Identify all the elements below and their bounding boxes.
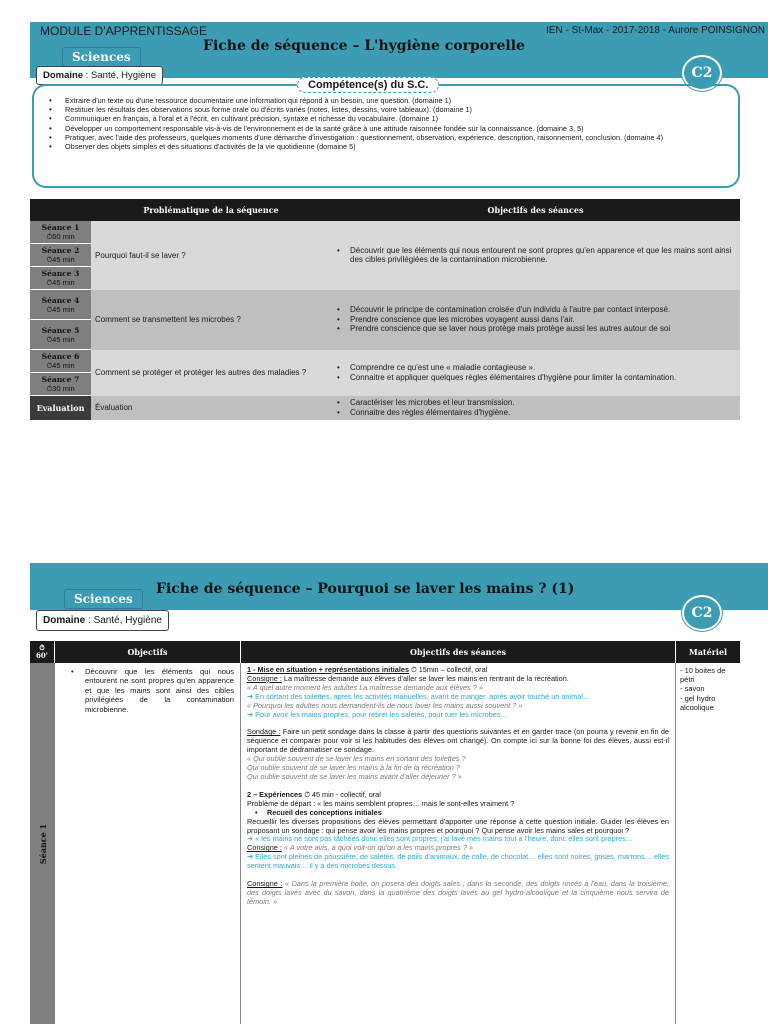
competence-item: • Pratiquer, avec l'aide des professeurs, quelques moments d'une démarche d'investigation : questionnement, observation, expérience, description, raisonnement, conclusion. (domaine 4)	[47, 133, 727, 142]
consigne-label: Consigne :	[247, 843, 282, 853]
competence-item: • Observer des objets simples et des situations d'activités de la vie quotidienne (domaine 5)	[47, 142, 727, 151]
domain-label: Domaine	[43, 615, 86, 626]
seance-duration: ⏱45 min	[46, 304, 75, 314]
sondage-label: Sondage :	[247, 727, 281, 737]
module-label: MODULE D'APPRENTISSAGE	[40, 24, 207, 38]
consigne-label: Consigne :	[247, 673, 282, 683]
materiel-item: - savon	[680, 684, 705, 694]
seance-duration: ⏱45 min	[46, 278, 75, 287]
duration-header	[30, 641, 55, 663]
seance-name: Séance 6	[41, 352, 80, 361]
table-header-row	[30, 199, 740, 221]
step1-meta: ⏱ 15min – collectif, oral	[409, 665, 488, 674]
objectives-cell	[331, 350, 740, 396]
competence-title: Compétence(s) du S.C.	[297, 77, 439, 93]
objectives-cell	[331, 290, 740, 350]
seance-duration: ⏱45 min	[46, 255, 75, 264]
objective-item: • Découvrir le principe de contamination croisée d'un individu à l'autre par contact interposé.	[335, 305, 736, 315]
domain-value: : Santé, Hygiène	[85, 615, 162, 626]
answer-text: ➔ Elles sont pleines de poussière, de saletés, de poils d'animaux, de colle, de chocolat… elles sont noires, grises, marrons… elles sentent mauvais… il y a des microbes dessus.	[247, 852, 669, 871]
seance-duration: ⏱45 min	[46, 334, 75, 344]
competence-item: • Développer un comportement responsable vis-à-vis de l'environnement et de la santé grâce à une attitude raisonnée fondée sur la connaissance. (domaine 3, 5)	[47, 124, 727, 133]
materiel-item: - 10 boites de pétri	[680, 666, 726, 685]
problem-cell: Évaluation	[91, 396, 331, 420]
table-row	[30, 290, 740, 320]
materiel-column	[676, 663, 740, 1024]
session-table-header	[30, 641, 740, 663]
step1-consigne: La maîtresse demande aux élèves d'aller se laver les mains en rentrant de la récréation.	[281, 673, 569, 683]
answer-text: ➔ En sortant des toilettes, après les activités manuelles, avant de manger, après avoir touché un animal…	[247, 691, 591, 701]
header-objectifs-seances: Objectifs des séances	[241, 641, 676, 663]
objective-item: • Comprendre ce qu'est une « maladie contagieuse ».	[335, 363, 736, 373]
problem-cell: Comment se transmettent les microbes ?	[91, 290, 331, 350]
seance-cell	[30, 244, 91, 267]
competence-item: • Communiquer en français, à l'oral et à l'écrit, en cultivant précision, syntaxe et richesse du vocabulaire. (domaine 1)	[47, 114, 727, 123]
objective-item: • Découvrir que les éléments qui nous entourent ne sont propres qu'en apparence et que les mains sont ainsi des cibles privilégiées de la contamination microbienne.	[65, 667, 234, 714]
header-objectifs: Objectifs	[55, 641, 241, 663]
header-empty	[30, 199, 91, 221]
step1-title: 1 - Mise en situation + représentations initiales	[247, 665, 409, 674]
cycle-badge: C2	[682, 595, 722, 631]
ien-label: IEN - St-Max - 2017-2018 - Aurore POINSIGNON	[546, 25, 765, 36]
step2-consigne: « A votre avis, à quoi voit-on qu'on a les mains propres ? »	[281, 843, 473, 853]
clock-icon: ⏱	[39, 643, 45, 652]
seance-duration: ⏱45 min	[46, 361, 75, 370]
header-problem: Problématique de la séquence	[91, 199, 331, 221]
cycle-badge: C2	[682, 55, 722, 91]
competence-item: • Restituer les résultats des observations sous forme orale ou d'écrits variés (notes, listes, dessins, voire tableaux). (domaine 1)	[47, 105, 727, 114]
step2-problem: Problème de départ : « les mains semblent propres… mais le sont-elles vraiment ?	[247, 798, 515, 808]
answer-text: ➔ Pour avoir les mains propres, pour retirer les saletés, pour tuer les microbes…	[247, 709, 508, 719]
domain-value: : Santé, Hygiène	[83, 70, 157, 81]
objective-item: • Connaitre et appliquer quelques règles élémentaires d'hygiène pour limiter la contamination.	[335, 373, 736, 383]
page1-title: Fiche de séquence – L'hygiène corporelle	[203, 38, 525, 54]
problem-cell: Pourquoi faut-il se laver ?	[91, 221, 331, 290]
step2-title: 2 – Expériences	[247, 789, 303, 799]
seance-name: Séance 7	[41, 375, 80, 384]
header-materiel: Matériel	[676, 641, 740, 663]
duration-value: 60'	[36, 651, 48, 660]
sondage-question: « Qui oublie souvent de se laver les mains en sortant des toilettes ?	[247, 754, 466, 764]
header-objectives: Objectifs des séances	[331, 199, 740, 221]
domain-box	[36, 66, 163, 85]
session-table	[30, 641, 740, 1024]
objectives-column	[55, 663, 241, 1024]
seance-cell	[30, 267, 91, 290]
objectives-cell	[331, 396, 740, 420]
seance-name: Séance 1	[41, 223, 80, 232]
seance-duration: ⏱30 min	[46, 384, 75, 393]
seance-duration: ⏱60 min	[46, 232, 75, 241]
objective-item: • Caractériser les microbes et leur transmission.	[335, 398, 736, 408]
seance-cell	[30, 221, 91, 244]
seance-name: Séance 2	[41, 246, 80, 255]
page2-title: Fiche de séquence – Pourquoi se laver les mains ? (1)	[156, 581, 575, 597]
objective-item: • Découvrir que les éléments qui nous entourent ne sont propres qu'en apparence et que les mains sont ainsi des cibles privilégiées de la contamination microbienne.	[335, 246, 736, 265]
sequence-table	[30, 199, 740, 420]
step2-consigne: « Dans la première boite, on posera des doigts sales ; dans la seconde, des doigts rincés à l'eau, dans la troisième, des doigts lavés avec du savon, dans la quatrième des doigts lavés au gel hydro-alcoolique et la cinquième nous servira de témoin. »	[247, 879, 669, 906]
evaluation-cell: Evaluation	[30, 396, 91, 420]
seance-column	[30, 663, 55, 1024]
seance-cell	[30, 290, 91, 320]
sondage-question: Qui oublie souvent de se laver les mains avant d'aller déjeuner ? »	[247, 771, 462, 781]
seance-name: Séance 4	[41, 295, 80, 305]
seance-cell	[30, 320, 91, 350]
table-row	[30, 396, 740, 420]
seance-name: Séance 3	[41, 269, 80, 278]
competence-item: • Extraire d'un texte ou d'une ressource documentaire une information qui répond à un besoin, une question. (domaine 1)	[47, 96, 727, 105]
step2-bullet: • Recueil des conceptions initiales	[247, 809, 669, 818]
question-text: « A quel autre moment les adultes La maîtresse demande aux élèves ? »	[247, 682, 483, 692]
problem-cell: Comment se protéger et protéger les autres des maladies ?	[91, 350, 331, 396]
objectives-list	[335, 305, 736, 334]
materiel-item: - gel hydro alcoolique	[680, 693, 716, 712]
domain-box	[36, 610, 169, 631]
seance-name: Séance 5	[41, 325, 80, 335]
objective-item: • Prendre conscience que les microbes voyagent aussi dans l'air.	[335, 315, 736, 325]
consigne-label: Consigne :	[247, 879, 283, 889]
table-row	[30, 221, 740, 244]
competence-list	[47, 96, 727, 151]
step2-meta: ⏱ 45 min - collectif, oral	[302, 789, 381, 799]
objectives-list	[335, 398, 736, 417]
sondage-question: Qui oublie souvent de se laver les mains à la fin de la récréation ?	[247, 763, 460, 773]
step2-text: Recueillir les diverses propositions des élèves permettant d'apporter une réponse à cette question initiale. Guider les élèves en proposant un sondage : qui pense avoir les mains propres et pourquoi ? Qui pense avoir les mains sales et pourquoi ?	[247, 816, 669, 835]
subject-tab: Sciences	[64, 589, 143, 609]
objective-item: • Prendre conscience que se laver nous protège mais protège aussi les autres autour de soi	[335, 324, 736, 334]
question-text: « Pourquoi les adultes nous demandent-ils de nous laver les mains aussi souvent ? »	[247, 700, 523, 710]
session-table-body	[30, 663, 740, 1024]
objective-item: • Connaitre des règles élémentaires d'hygiène.	[335, 408, 736, 418]
objectives-list	[335, 246, 736, 265]
seance-label: Séance 1	[37, 823, 48, 864]
domain-label: Domaine	[43, 70, 84, 81]
table-row	[30, 350, 740, 373]
description-column	[241, 663, 676, 1024]
objectives-list	[335, 363, 736, 382]
subject-tab: Sciences	[62, 47, 141, 67]
sondage-text: Faire un petit sondage dans la classe à partir des questions suivantes et en garder trace (on pourra y revenir en fin de séquence et comparer pour voir si les habitudes des élèves ont changé). On compte ici sur la bonne foi des élèves, aussi est-il important de dédramatiser ce sondage.	[247, 727, 669, 755]
seance-cell	[30, 350, 91, 373]
seance-cell	[30, 373, 91, 396]
objectives-cell	[331, 221, 740, 290]
answer-text: ➔ « les mains ne sont pas tâchées donc elles sont propres, j'ai lavé mes mains tout à l'heure, donc elles sont propres…	[247, 834, 634, 844]
